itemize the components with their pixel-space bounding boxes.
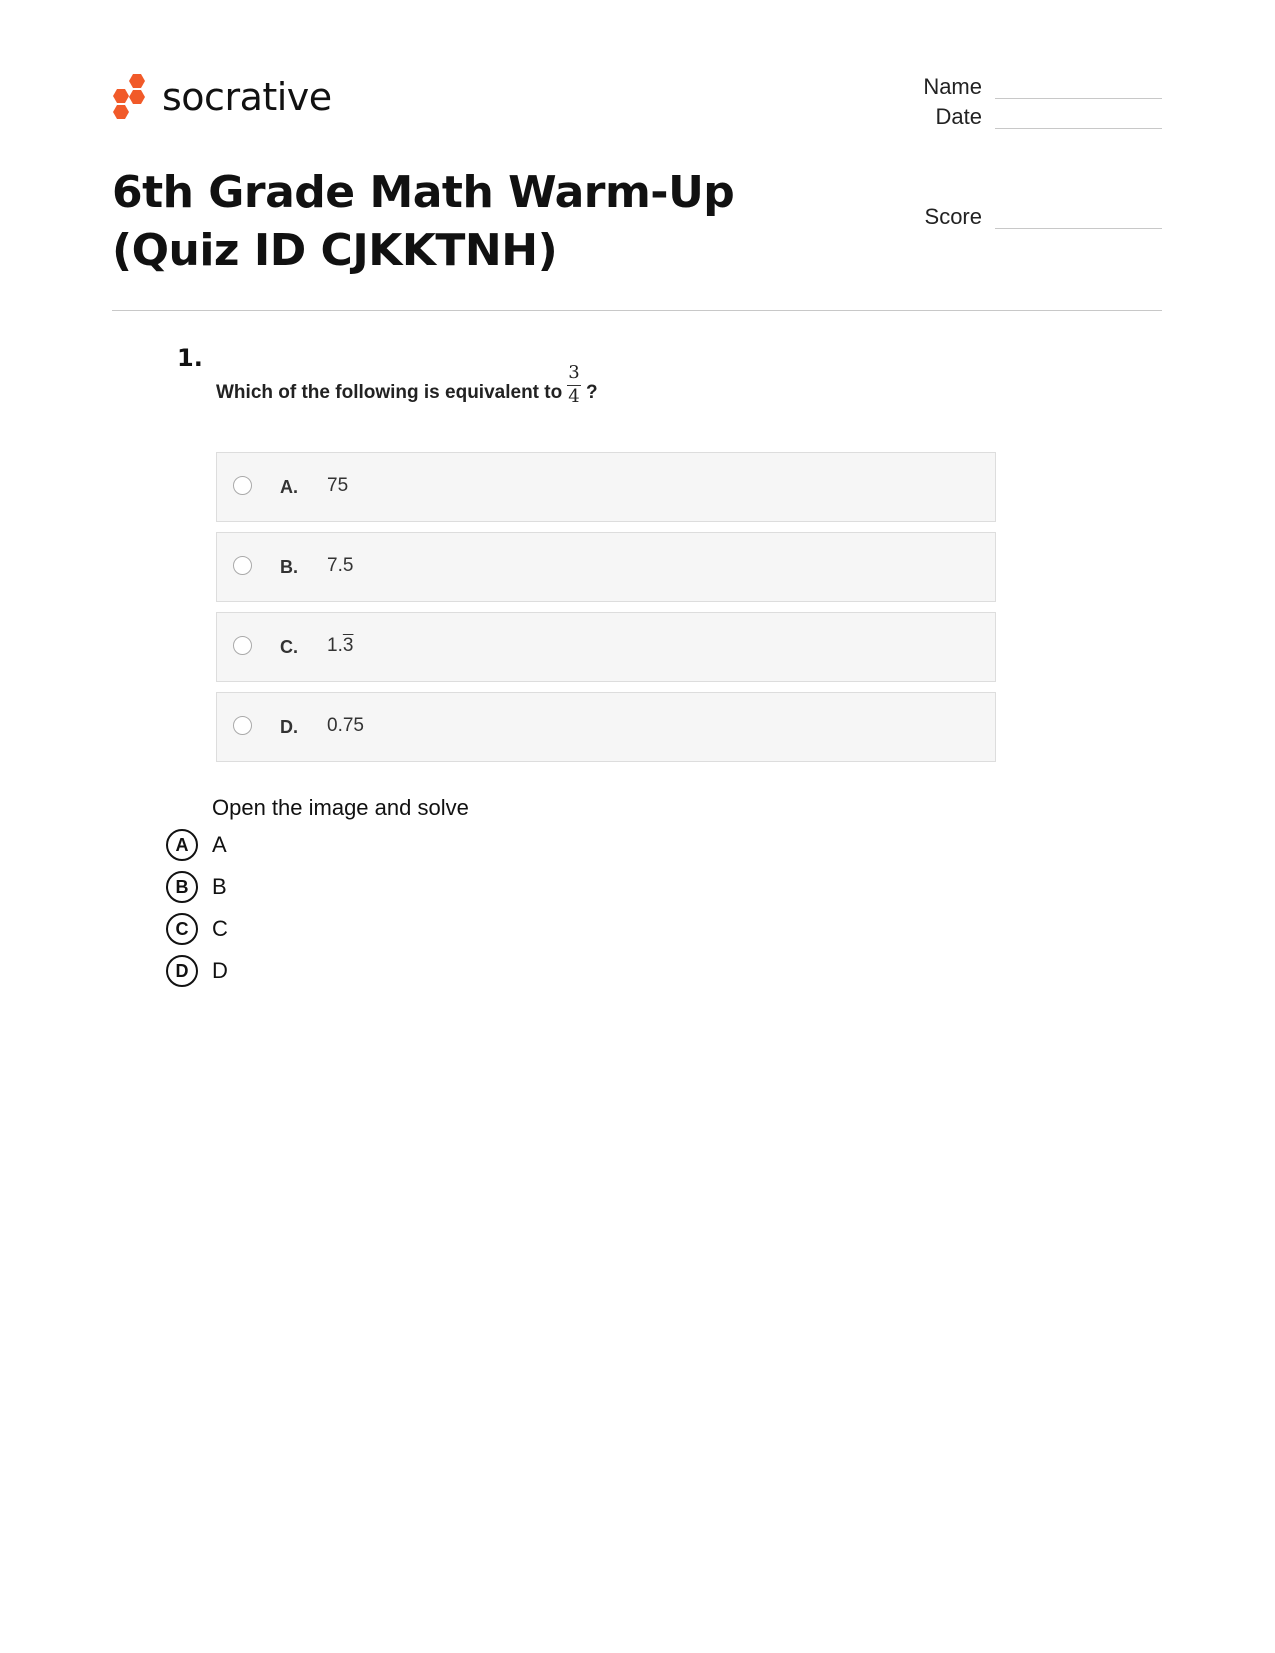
answer-choice-a[interactable] (166, 829, 366, 863)
question-number: 1. (177, 344, 203, 372)
answer-choice-d[interactable] (166, 955, 366, 989)
option-value-prefix: 1. (327, 635, 343, 656)
page-title: 6th Grade Math Warm-Up (Quiz ID CJKKTNH) (112, 167, 735, 276)
brand-name: socrative (162, 75, 332, 119)
fraction-numerator: 3 (568, 362, 580, 383)
date-line (995, 128, 1162, 129)
option-value (327, 635, 353, 657)
answer-bubble-b[interactable]: B (166, 871, 198, 903)
question-mark: ? (586, 382, 598, 403)
radio-icon (233, 556, 252, 575)
image-option-d (216, 692, 996, 762)
answer-bubble-a[interactable]: A (166, 829, 198, 861)
name-line (995, 98, 1162, 99)
score-line (995, 228, 1162, 229)
question-image (212, 362, 1002, 774)
score-label: Score (924, 204, 982, 229)
socrative-logo (112, 72, 332, 122)
answer-label-b: B (212, 874, 227, 899)
question-prompt: Which of the following is equivalent to (216, 382, 563, 403)
image-option-c (216, 612, 996, 682)
option-value: 7.5 (327, 555, 354, 576)
fraction-denominator: 4 (568, 386, 580, 407)
radio-icon (233, 716, 252, 735)
option-value: 0.75 (327, 715, 364, 736)
radio-icon (233, 636, 252, 655)
image-option-b (216, 532, 996, 602)
score-field[interactable] (880, 204, 1162, 234)
hexagon-cluster-icon (112, 72, 150, 122)
date-field[interactable] (880, 104, 1162, 134)
answer-bubble-c[interactable]: C (166, 913, 198, 945)
radio-icon (233, 476, 252, 495)
date-label: Date (935, 104, 982, 129)
option-letter: B. (280, 557, 298, 577)
answer-bubble-d[interactable]: D (166, 955, 198, 987)
option-value: 75 (327, 475, 349, 496)
name-field[interactable] (880, 74, 1162, 104)
option-letter: A. (280, 477, 298, 497)
name-label: Name (923, 74, 982, 99)
answer-label-c: C (212, 916, 228, 941)
answer-label-d: D (212, 958, 228, 983)
answer-choice-c[interactable] (166, 913, 366, 947)
option-value-repeating: 3 (342, 635, 354, 656)
question-instruction: Open the image and solve (212, 795, 469, 820)
header-divider (112, 310, 1162, 311)
answer-label-a: A (212, 832, 227, 857)
option-letter: D. (280, 717, 298, 737)
image-option-a (216, 452, 996, 522)
option-letter: C. (280, 637, 298, 657)
fraction (564, 362, 584, 407)
answer-choice-b[interactable] (166, 871, 366, 905)
